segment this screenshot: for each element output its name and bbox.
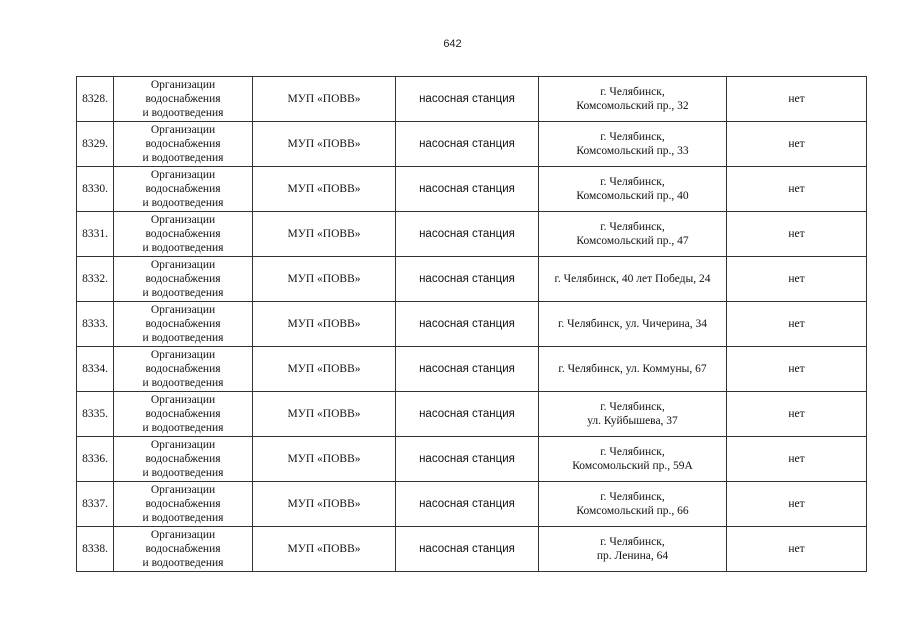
organization-cell: МУП «ПОВВ» [253, 482, 396, 527]
value-cell: нет [727, 527, 867, 572]
value-cell: нет [727, 212, 867, 257]
sector-line: водоснабжения [145, 363, 221, 375]
address-cell [539, 122, 727, 167]
value-cell: нет [727, 122, 867, 167]
sector-line: Организации [150, 304, 216, 316]
organization-cell: МУП «ПОВВ» [253, 347, 396, 392]
organization-cell: МУП «ПОВВ» [253, 212, 396, 257]
organization-cell: МУП «ПОВВ» [253, 527, 396, 572]
row-number-cell: 8333. [77, 302, 114, 347]
sector-line: и водоотведения [142, 467, 224, 479]
value-cell: нет [727, 257, 867, 302]
row-number-cell: 8328. [77, 77, 114, 122]
address-cell [539, 437, 727, 482]
address-line: г. Челябинск, ул. Коммуны, 67 [558, 363, 707, 375]
value-cell: нет [727, 167, 867, 212]
sector-line: водоснабжения [145, 273, 221, 285]
row-number-cell: 8334. [77, 347, 114, 392]
sector-line: Организации [150, 124, 216, 136]
sector-cell [114, 212, 253, 257]
row-number-cell: 8335. [77, 392, 114, 437]
table-row [77, 347, 867, 392]
object-type-cell: насосная станция [396, 437, 539, 482]
table-row [77, 482, 867, 527]
table-row [77, 392, 867, 437]
sector-line: и водоотведения [142, 332, 224, 344]
sector-cell [114, 122, 253, 167]
address-line: г. Челябинск, [600, 131, 665, 143]
address-line: ул. Куйбышева, 37 [587, 415, 678, 427]
sector-cell [114, 302, 253, 347]
table-row [77, 302, 867, 347]
address-line: г. Челябинск, [600, 86, 665, 98]
value-cell: нет [727, 437, 867, 482]
object-type-cell: насосная станция [396, 482, 539, 527]
registry-table-body [77, 77, 867, 572]
sector-line: водоснабжения [145, 228, 221, 240]
row-number-cell: 8338. [77, 527, 114, 572]
address-cell [539, 167, 727, 212]
sector-cell [114, 527, 253, 572]
organization-cell: МУП «ПОВВ» [253, 257, 396, 302]
table-row [77, 437, 867, 482]
address-cell [539, 392, 727, 437]
sector-line: Организации [150, 484, 216, 496]
organization-cell: МУП «ПОВВ» [253, 302, 396, 347]
sector-line: и водоотведения [142, 107, 224, 119]
address-cell [539, 77, 727, 122]
sector-cell [114, 482, 253, 527]
value-cell: нет [727, 482, 867, 527]
organization-cell: МУП «ПОВВ» [253, 77, 396, 122]
address-cell [539, 347, 727, 392]
sector-cell [114, 167, 253, 212]
registry-table [76, 76, 867, 572]
address-line: г. Челябинск, [600, 536, 665, 548]
value-cell: нет [727, 392, 867, 437]
address-line: Комсомольский пр., 33 [576, 145, 689, 157]
address-cell [539, 482, 727, 527]
sector-cell [114, 347, 253, 392]
address-line: г. Челябинск, [600, 491, 665, 503]
sector-line: Организации [150, 529, 216, 541]
sector-line: водоснабжения [145, 183, 221, 195]
address-line: г. Челябинск, [600, 446, 665, 458]
address-line: Комсомольский пр., 66 [576, 505, 689, 517]
object-type-cell: насосная станция [396, 122, 539, 167]
sector-line: Организации [150, 394, 216, 406]
sector-line: водоснабжения [145, 318, 221, 330]
table-row [77, 122, 867, 167]
sector-cell [114, 257, 253, 302]
address-line: Комсомольский пр., 32 [576, 100, 689, 112]
object-type-cell: насосная станция [396, 212, 539, 257]
sector-line: и водоотведения [142, 512, 224, 524]
sector-line: Организации [150, 259, 216, 271]
sector-line: Организации [150, 214, 216, 226]
organization-cell: МУП «ПОВВ» [253, 122, 396, 167]
sector-line: Организации [150, 349, 216, 361]
sector-line: Организации [150, 79, 216, 91]
sector-cell [114, 77, 253, 122]
table-row [77, 77, 867, 122]
sector-line: водоснабжения [145, 543, 221, 555]
organization-cell: МУП «ПОВВ» [253, 437, 396, 482]
sector-line: и водоотведения [142, 557, 224, 569]
page-number: 642 [443, 38, 462, 50]
value-cell: нет [727, 302, 867, 347]
sector-line: водоснабжения [145, 408, 221, 420]
sector-line: и водоотведения [142, 152, 224, 164]
sector-cell [114, 392, 253, 437]
object-type-cell: насосная станция [396, 347, 539, 392]
sector-line: и водоотведения [142, 197, 224, 209]
sector-cell [114, 437, 253, 482]
sector-line: водоснабжения [145, 453, 221, 465]
sector-line: и водоотведения [142, 422, 224, 434]
value-cell: нет [727, 347, 867, 392]
address-cell [539, 527, 727, 572]
row-number-cell: 8332. [77, 257, 114, 302]
object-type-cell: насосная станция [396, 527, 539, 572]
row-number-cell: 8329. [77, 122, 114, 167]
table-row [77, 212, 867, 257]
sector-line: водоснабжения [145, 138, 221, 150]
object-type-cell: насосная станция [396, 392, 539, 437]
object-type-cell: насосная станция [396, 257, 539, 302]
sector-line: водоснабжения [145, 93, 221, 105]
address-line: г. Челябинск, [600, 176, 665, 188]
address-line: г. Челябинск, [600, 221, 665, 233]
row-number-cell: 8337. [77, 482, 114, 527]
sector-line: Организации [150, 439, 216, 451]
table-row [77, 257, 867, 302]
sector-line: водоснабжения [145, 498, 221, 510]
row-number-cell: 8330. [77, 167, 114, 212]
sector-line: и водоотведения [142, 287, 224, 299]
table-row [77, 167, 867, 212]
row-number-cell: 8331. [77, 212, 114, 257]
address-cell [539, 302, 727, 347]
address-line: г. Челябинск, [600, 401, 665, 413]
object-type-cell: насосная станция [396, 77, 539, 122]
address-line: г. Челябинск, ул. Чичерина, 34 [557, 318, 708, 330]
address-line: пр. Ленина, 64 [596, 550, 669, 562]
table-row [77, 527, 867, 572]
sector-line: и водоотведения [142, 242, 224, 254]
object-type-cell: насосная станция [396, 302, 539, 347]
address-line: Комсомольский пр., 47 [576, 235, 689, 247]
object-type-cell: насосная станция [396, 167, 539, 212]
address-cell [539, 257, 727, 302]
sector-line: Организации [150, 169, 216, 181]
address-line: Комсомольский пр., 40 [576, 190, 689, 202]
sector-line: и водоотведения [142, 377, 224, 389]
address-cell [539, 212, 727, 257]
address-line: Комсомольский пр., 59А [572, 460, 693, 472]
organization-cell: МУП «ПОВВ» [253, 167, 396, 212]
value-cell: нет [727, 77, 867, 122]
row-number-cell: 8336. [77, 437, 114, 482]
organization-cell: МУП «ПОВВ» [253, 392, 396, 437]
address-line: г. Челябинск, 40 лет Победы, 24 [554, 273, 711, 285]
